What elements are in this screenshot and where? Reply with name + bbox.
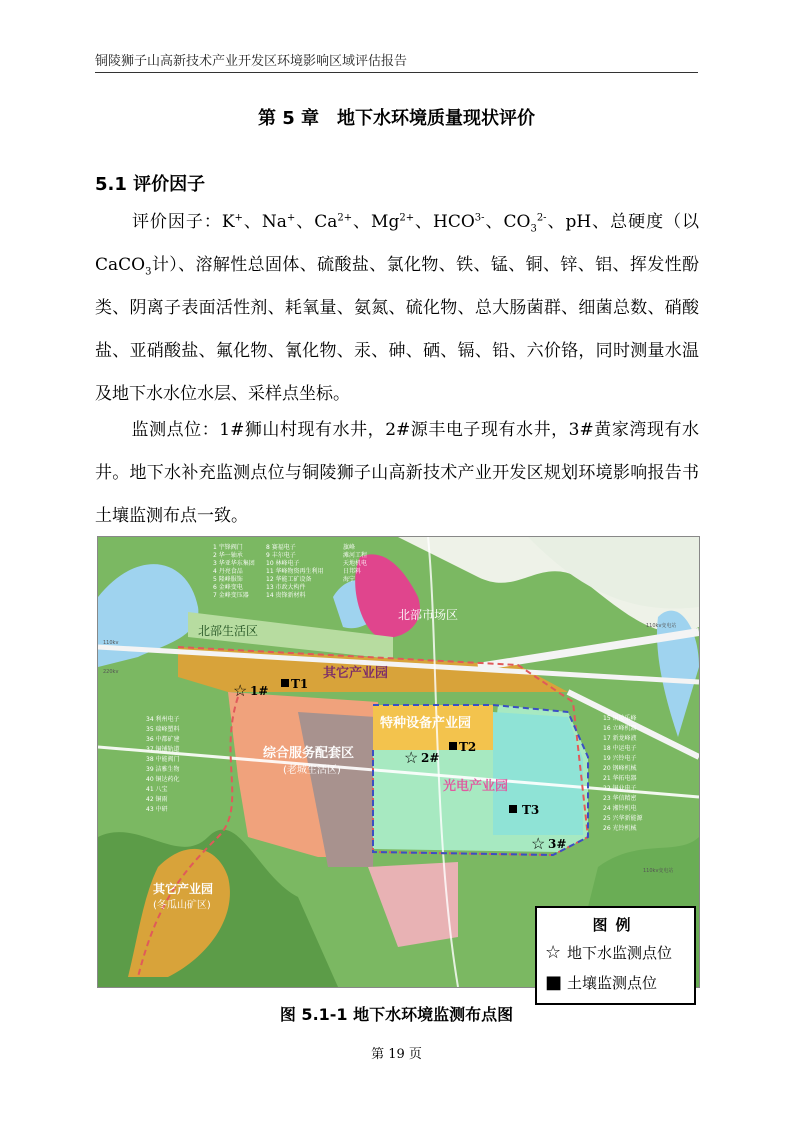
label-photoelectric: 光电产业园: [443, 779, 509, 794]
svg-text:38 中能阀门: 38 中能阀门: [146, 756, 180, 763]
svg-text:25 兴华新能源: 25 兴华新能源: [603, 815, 643, 822]
groundwater-point-2-label: 2#: [421, 751, 440, 765]
label-old-town: (老城生活区): [283, 765, 341, 776]
label-north-living: 北部生活区: [198, 624, 259, 638]
soil-point-t1-icon: [281, 679, 289, 687]
svg-text:9 丰尔电子: 9 丰尔电子: [266, 552, 296, 559]
svg-text:旗峰: 旗峰: [343, 544, 356, 551]
svg-text:天地机电: 天地机电: [343, 560, 368, 567]
label-other-industry-south: 其它产业园: [153, 882, 214, 896]
star-icon: ☆: [545, 942, 562, 963]
svg-text:14 贵锋新材料: 14 贵锋新材料: [266, 592, 306, 599]
svg-text:110kv变电站: 110kv变电站: [643, 868, 674, 874]
svg-text:滩河工程: 滩河工程: [343, 552, 368, 559]
legend-title: 图例: [592, 916, 639, 934]
svg-text:4 丹亮食品: 4 丹亮食品: [213, 568, 243, 575]
chapter-title: 第 5 章 地下水环境质量现状评价: [257, 108, 536, 129]
square-icon: ■: [545, 972, 563, 993]
groundwater-point-1-icon: ☆: [233, 681, 248, 700]
groundwater-point-1-label: 1#: [250, 684, 269, 698]
svg-text:37 铜铺轨道: 37 铜铺轨道: [146, 746, 180, 753]
svg-text:1 宇锋阀门: 1 宇锋阀门: [213, 544, 243, 551]
svg-text:36 中都矿建: 36 中都矿建: [146, 736, 180, 743]
svg-text:40 铜达药化: 40 铜达药化: [146, 776, 180, 783]
legend-groundwater-label: 地下水监测点位: [567, 944, 673, 962]
svg-text:15 铜陵乐峰: 15 铜陵乐峰: [603, 715, 637, 722]
svg-text:110kv: 110kv: [103, 640, 119, 646]
soil-point-t3-icon: [509, 805, 517, 813]
svg-text:35 瑞峰塑料: 35 瑞峰塑料: [146, 726, 180, 733]
svg-text:23 华信精密: 23 华信精密: [603, 795, 637, 802]
svg-text:19 兴铃电子: 19 兴铃电子: [603, 755, 637, 762]
svg-text:2 华一轴承: 2 华一轴承: [213, 552, 243, 559]
svg-text:7 金峰变压器: 7 金峰变压器: [213, 592, 249, 599]
svg-text:3 华亚华东集团: 3 华亚华东集团: [213, 560, 255, 567]
svg-text:11 华峰物资再生利用: 11 华峰物资再生利用: [266, 568, 324, 575]
svg-text:24 湘铃机电: 24 湘铃机电: [603, 805, 637, 812]
legend-row-groundwater: [545, 942, 672, 963]
svg-text:12 华能工矿设备: 12 华能工矿设备: [266, 576, 312, 583]
label-other-industry: 其它产业园: [323, 666, 389, 681]
svg-text:5 隆峰服饰: 5 隆峰服饰: [213, 576, 243, 583]
svg-text:13 市政大构件: 13 市政大构件: [266, 584, 306, 591]
map-legend: [535, 906, 696, 1005]
section-title: 5.1 评价因子: [95, 174, 206, 195]
legend-row-soil: [545, 972, 657, 993]
svg-text:海宁: 海宁: [343, 576, 356, 583]
svg-text:17 新龙峰液: 17 新龙峰液: [603, 735, 637, 742]
svg-text:26 光铃机械: 26 光铃机械: [603, 825, 637, 832]
soil-point-t3-label: T3: [522, 803, 540, 817]
svg-text:6 金峰变电: 6 金峰变电: [213, 584, 243, 591]
svg-text:110kv变电站: 110kv变电站: [646, 623, 677, 629]
svg-text:22 铜业电子: 22 铜业电子: [603, 785, 637, 792]
running-header: 铜陵狮子山高新技术产业开发区环境影响区域评估报告: [95, 54, 408, 69]
svg-text:39 洁雅生物: 39 洁雅生物: [146, 766, 180, 773]
soil-point-t2-icon: [449, 742, 457, 750]
soil-point-t1-label: T1: [291, 677, 309, 691]
svg-text:42 铜雨: 42 铜雨: [146, 796, 168, 803]
groundwater-point-2-icon: ☆: [404, 748, 419, 767]
paragraph-monitoring-points: 监测点位：1#狮山村现有水井，2#源丰电子现有水井，3#黄家湾现有水井。地下水补充监测点位与铜陵狮子山高新技术产业开发区规划环境影响报告书土壤监测布点一致。: [95, 420, 699, 526]
label-mine: (冬瓜山矿区): [153, 900, 211, 911]
figure-caption: 图 5.1-1 地下水环境监测布点图: [279, 1005, 514, 1024]
legend-soil-label: 土壤监测点位: [567, 974, 658, 992]
page-number: 第 19 页: [371, 1047, 422, 1062]
label-north-market: 北部市场区: [398, 608, 459, 622]
svg-text:16 立峰机器: 16 立峰机器: [603, 725, 637, 732]
svg-text:34 利州电子: 34 利州电子: [146, 716, 180, 723]
svg-text:21 华拓电器: 21 华拓电器: [603, 775, 637, 782]
label-service: 综合服务配套区: [263, 746, 355, 761]
svg-text:18 中运电子: 18 中运电子: [603, 745, 637, 752]
svg-text:220kv: 220kv: [103, 669, 119, 675]
svg-text:日邦料: 日邦料: [343, 568, 362, 575]
header-rule: [95, 72, 698, 73]
paragraph-evaluation-factors: 评价因子：K+、Na+、$Ca^{2+}$、$Mg^{2+}$、$HCO^{3-}$、$CO_3^{2-}$、pH、总硬度（以CaCO$_3$计）、溶解性总固体、硫酸盐、氯化物、铁、锰、铜、锌、铝、挥发性酚类、阴离子表面活性剂、耗氧量、氨氮、硫化物、总大肠菌群、细菌总数、硝酸盐、亚硝酸盐、氟化物、氰化物、汞、砷、硒、镉、铅、六价铬，同时测量水温及地下水水位水层、采样点坐标。: [95, 212, 700, 404]
svg-text:20 钢峰机械: 20 钢峰机械: [603, 765, 637, 772]
svg-text:43 中研: 43 中研: [146, 806, 168, 813]
svg-text:8 赛福电子: 8 赛福电子: [266, 544, 296, 551]
svg-text:41 八宝: 41 八宝: [146, 786, 168, 793]
label-special-equipment: 特种设备产业园: [380, 716, 472, 731]
svg-text:10 林峰电子: 10 林峰电子: [266, 560, 300, 567]
groundwater-point-3-icon: ☆: [531, 834, 546, 853]
groundwater-point-3-label: 3#: [548, 837, 567, 851]
soil-point-t2-label: T2: [459, 740, 477, 754]
